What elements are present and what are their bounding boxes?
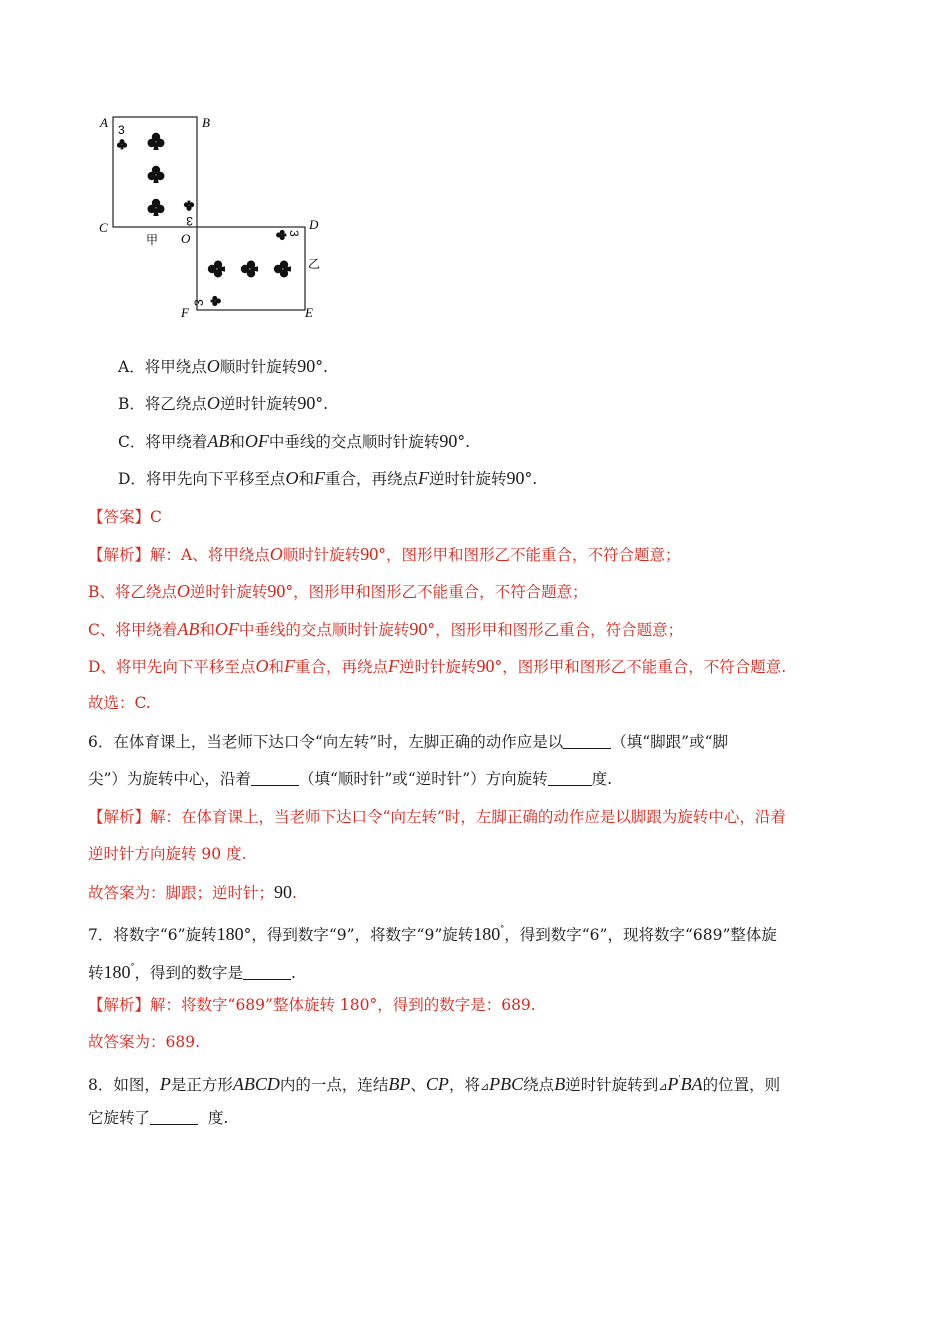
club-icon — [276, 230, 286, 240]
answer-blank — [251, 769, 299, 786]
card-yi-rank-top: 3 — [287, 230, 301, 237]
analysis-d: D、将甲先向下平移至点O和F重合，再绕点F逆时针旋转90°，图形甲和图形乙不能重合，不符合题意. — [88, 656, 787, 676]
option-d: D．将甲先向下平移至点O和F重合，再绕点F逆时针旋转90°. — [118, 468, 538, 488]
q7-line-2: 转180°，得到的数字是 . — [88, 962, 296, 982]
analysis-b: B、将乙绕点O逆时针旋转90°，图形甲和图形乙不能重合，不符合题意； — [88, 581, 588, 601]
q6-analysis-2: 逆时针方向旋转 90 度. — [88, 845, 247, 863]
q6-line-2: 尖”）为旋转中心，沿着 （填“顺时针”或“逆时针”）方向旋转 度. — [88, 770, 613, 788]
label-B: B — [202, 115, 210, 130]
q8-line-2: 它旋转了 度. — [88, 1109, 229, 1127]
analysis-a: 【解析】解：A、将甲绕点O顺时针旋转90°，图形甲和图形乙不能重合，不符合题意； — [88, 544, 681, 564]
analysis-c: C、将甲绕着AB和OF中垂线的交点顺时针旋转90°，图形甲和图形乙重合，符合题意； — [88, 619, 684, 639]
answer-blank — [150, 1108, 198, 1125]
q6-analysis-1: 【解析】解：在体育课上，当老师下达口令“向左转”时，左脚正确的动作应是以脚跟为旋转中心，沿着 — [88, 808, 786, 826]
q8-line-1: 8．如图，P是正方形ABCD内的一点，连结BP、CP，将⊿PBC绕点B逆时针旋转到⊿P'BA的位置，则 — [88, 1074, 781, 1094]
club-icon — [148, 199, 165, 216]
answer-line: 【答案】C — [88, 508, 162, 526]
option-b: B．将乙绕点O逆时针旋转90°. — [118, 393, 329, 413]
answer-blank — [243, 963, 291, 980]
q7-analysis: 【解析】解：将数字“689”整体旋转 180°，得到的数字是：689. — [88, 996, 536, 1014]
label-C: C — [99, 220, 108, 235]
club-icon — [148, 166, 165, 183]
playing-cards-figure — [96, 110, 336, 330]
club-icon — [148, 133, 165, 150]
q6-final: 故答案为：脚跟；逆时针；90. — [88, 882, 297, 902]
label-O: O — [181, 231, 191, 246]
club-icon — [274, 261, 291, 278]
card-jia-rank-rotated: 3 — [186, 214, 193, 228]
analysis-final: 故选：C. — [88, 694, 151, 712]
club-icon — [241, 261, 258, 278]
option-a: A．将甲绕点O顺时针旋转90°. — [118, 356, 328, 376]
q6-line-1: 6．在体育课上，当老师下达口令“向左转”时，左脚正确的动作应是以 （填“脚跟”或“脚 — [88, 733, 728, 751]
club-icon — [117, 139, 127, 149]
club-icon — [184, 201, 194, 211]
card-yi-name: 乙 — [308, 257, 321, 271]
label-F: F — [181, 305, 189, 320]
q7-line-1: 7．将数字“6”旋转180°，得到数字“9”，将数字“9”旋转180°，得到数字“6”，现将数字“689”整体旋 — [88, 924, 777, 944]
option-c: C．将甲绕着AB和OF中垂线的交点顺时针旋转90°. — [118, 431, 471, 451]
q7-final: 故答案为：689. — [88, 1033, 201, 1051]
label-D: D — [309, 217, 319, 232]
answer-blank — [548, 769, 592, 786]
card-yi-rank-bottom: 3 — [192, 299, 206, 306]
card-jia-name: 甲 — [146, 233, 159, 247]
club-icon — [211, 296, 221, 306]
label-E: E — [305, 305, 313, 320]
answer-blank — [563, 732, 611, 749]
card-jia-rank: 3 — [118, 123, 125, 137]
label-A: A — [100, 115, 108, 130]
club-icon — [208, 261, 225, 278]
